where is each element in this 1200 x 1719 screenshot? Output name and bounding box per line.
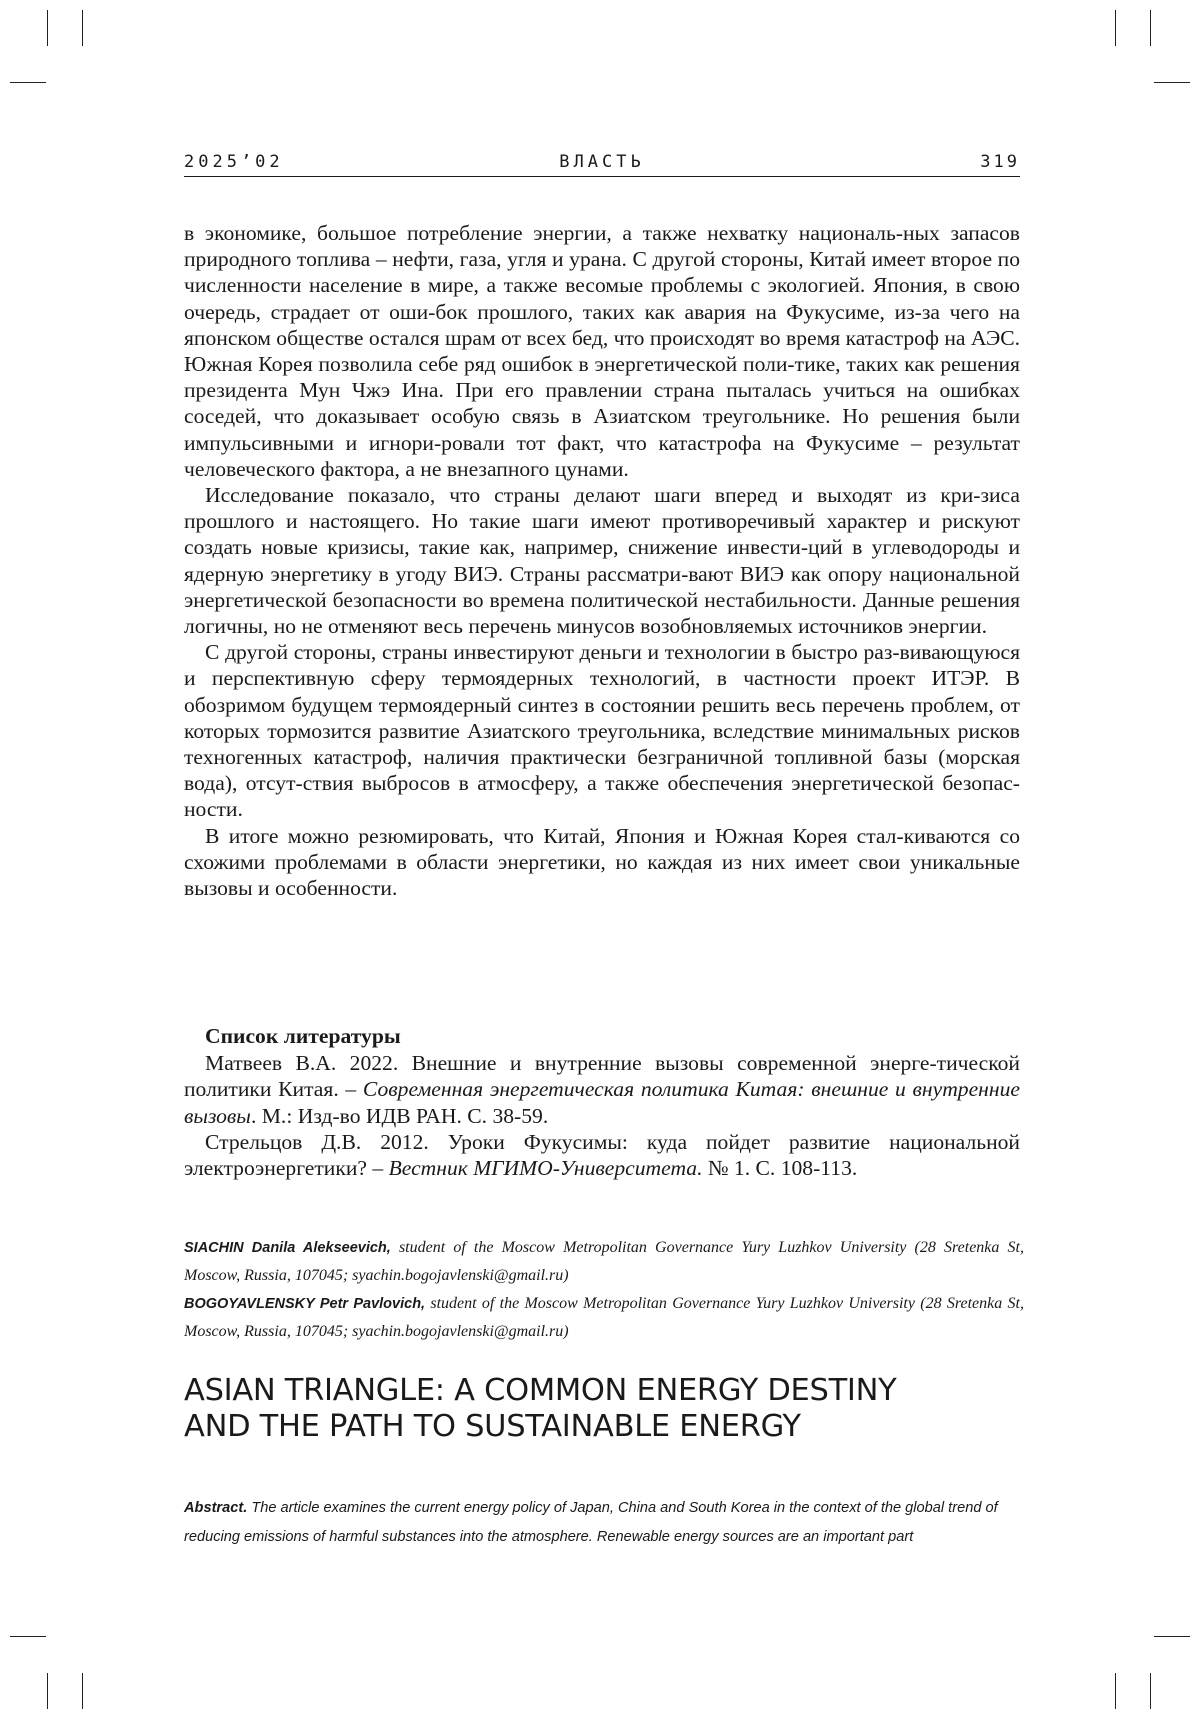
author-details: student of the Moscow Metropolitan Governance Yury Luzhkov University (28 Sretenka St, Moscow, Russia, 107045; syachin.bogojavlenski@gmail.ru) [184,1295,1024,1340]
crop-mark [82,10,83,46]
page-number: 319 [980,152,1020,172]
author-details: student of the Moscow Metropolitan Governance Yury Luzhkov University (28 Sretenka St, Moscow, Russia, 107045; syachin.bogojavlenski@gmail.ru) [184,1239,1024,1284]
body-paragraph: С другой стороны, страны инвестируют деньги и технологии в быстро раз-вивающуюся и перспективную сферу термоядерных технологий, в частности проект ИТЭР. В обозримом будущем термоядерный синтез в состоянии решить весь перечень проблем, от которых тормозится развитие Азиатского треугольника, вследствие минимальных рисков техногенных катастроф, наличия практически безграничной топливной базы (морская вода), отсут-ствия выбросов в атмосферу, а также обеспечения энергетической безопас-ности. [184,639,1020,822]
crop-mark [10,82,46,83]
author-entry [184,1290,1024,1346]
journal-title: ВЛАСТЬ [184,152,1020,172]
article-body [184,220,1020,901]
crop-mark [47,1673,48,1709]
author-name: SIACHIN Danila Alekseevich, [184,1240,391,1256]
abstract-label: Abstract. [184,1500,247,1516]
reference-source-title: Современная энергетическая политика Китая: внешние и внутренние вызовы [184,1077,1020,1127]
crop-mark [1154,1636,1190,1637]
reference-item: Стрельцов Д.В. 2012. Уроки Фукусимы: куда пойдет развитие национальной электроэнергетики? – Вестник МГИМО-Университета. № 1. С. 108-113. [184,1129,1020,1181]
english-title: ASIAN TRIANGLE: A COMMON ENERGY DESTINY AND THE PATH TO SUSTAINABLE ENERGY [184,1373,1024,1445]
author-name: BOGOYAVLENSKY Petr Pavlovich, [184,1296,425,1312]
crop-mark [47,10,48,46]
crop-mark [82,1673,83,1709]
crop-mark [1115,10,1116,46]
abstract [184,1494,1024,1552]
reference-source-title: Вестник МГИМО-Университета. [389,1156,703,1180]
author-entry [184,1234,1024,1290]
author-info [184,1234,1024,1346]
body-paragraph: в экономике, большое потребление энергии, а также нехватку националь-ных запасов природного топлива – нефти, газа, угля и урана. С другой стороны, Китай имеет второе по численности население в мире, а также весомые проблемы с экологией. Япония, в свою очередь, страдает от оши-бок прошлого, таких как авария на Фукусиме, из-за чего на японском обществе остался шрам от всех бед, что происходят во время катастроф на АЭС. Южная Корея позволила себе ряд ошибок в энергетической поли-тике, таких как решения президента Мун Чжэ Ина. При его правлении страна пыталась учиться на ошибках соседей, что доказывает особую связь в Азиатском треугольнике. Но решения были импульсивными и игнори-ровали тот факт, что катастрофа на Фукусиме – результат человеческого фактора, а не внезапного цунами. [184,220,1020,482]
references-heading: Список литературы [205,1023,1020,1049]
running-header [184,152,1020,177]
references-section [184,1023,1020,1181]
issue-number: 2025’02 [184,152,284,172]
crop-mark [10,1636,46,1637]
crop-mark [1150,1673,1151,1709]
crop-mark [1150,10,1151,46]
reference-item: Матвеев В.А. 2022. Внешние и внутренние вызовы современной энерге-тической политики Китая. – Современная энергетическая политика Китая: внешние и внутренние вызовы. М.: Изд-во ИДВ РАН. С. 38-59. [184,1050,1020,1129]
body-paragraph: Исследование показало, что страны делают шаги вперед и выходят из кри-зиса прошлого и настоящего. Но такие шаги имеют противоречивый характер и рискуют создать новые кризисы, такие как, например, снижение инвести-ций в углеводороды и ядерную энергетику в угоду ВИЭ. Страны рассматри-вают ВИЭ как опору национальной энергетической безопасности во времена политической нестабильности. Данные решения логичны, но не отменяют весь перечень минусов возобновляемых источников энергии. [184,482,1020,639]
crop-mark [1115,1673,1116,1709]
crop-mark [1154,82,1190,83]
body-paragraph: В итоге можно резюмировать, что Китай, Япония и Южная Корея стал-киваются со схожими проблемами в области энергетики, но каждая из них имеет свои уникальные вызовы и особенности. [184,823,1020,902]
abstract-text: The article examines the current energy policy of Japan, China and South Korea in the context of the global trend of reducing emissions of harmful substances into the atmosphere. Renewable energy sources are an important part [184,1500,998,1545]
